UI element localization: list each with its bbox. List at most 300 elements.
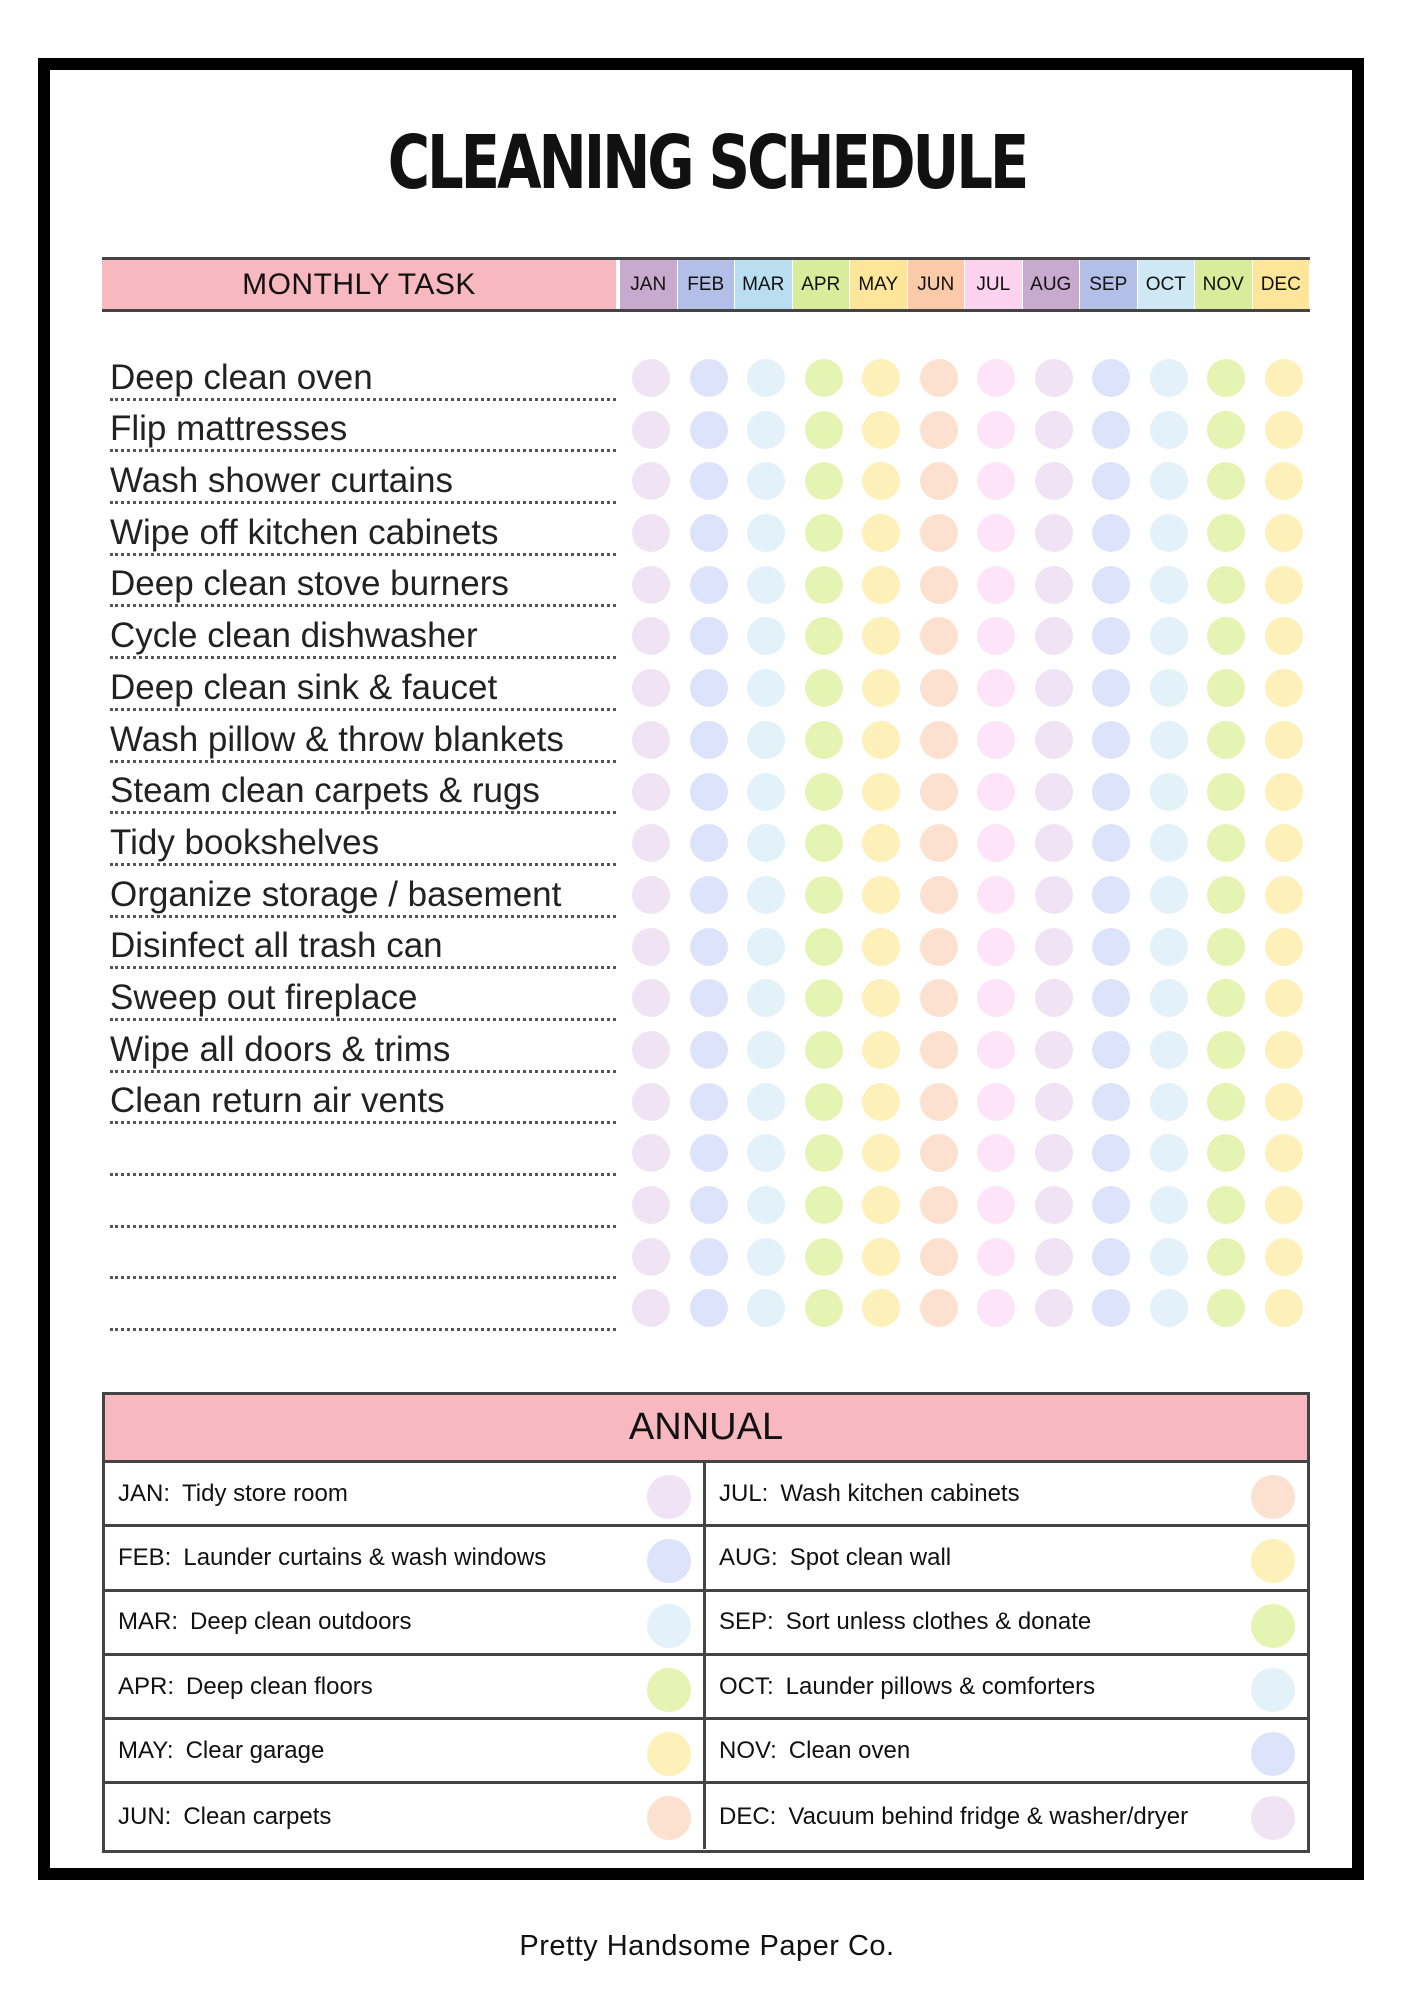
annual-month: MAR:	[118, 1608, 178, 1636]
check-dot-nov[interactable]	[1207, 411, 1245, 449]
check-dot-nov[interactable]	[1207, 876, 1245, 914]
check-dot-aug[interactable]	[1035, 462, 1073, 500]
check-dot-apr[interactable]	[805, 773, 843, 811]
check-dot-mar[interactable]	[747, 566, 785, 604]
month-header-may: MAY	[850, 260, 908, 309]
annual-check-dot[interactable]	[1251, 1732, 1295, 1776]
month-header-jun: JUN	[908, 260, 966, 309]
check-dot-feb[interactable]	[690, 411, 728, 449]
check-dot-oct[interactable]	[1150, 617, 1188, 655]
check-dot-oct[interactable]	[1150, 773, 1188, 811]
check-dot-oct[interactable]	[1150, 824, 1188, 862]
check-dot-may[interactable]	[862, 1031, 900, 1069]
page-title: CLEANING SCHEDULE	[387, 120, 1027, 206]
month-checkboxes	[632, 617, 1322, 655]
check-dot-may[interactable]	[862, 411, 900, 449]
task-label[interactable]: Cycle clean dishwasher	[110, 613, 616, 659]
month-checkboxes	[632, 1289, 1322, 1327]
month-checkboxes	[632, 773, 1322, 811]
check-dot-oct[interactable]	[1150, 411, 1188, 449]
check-dot-apr[interactable]	[805, 669, 843, 707]
check-dot-jun[interactable]	[920, 1289, 958, 1327]
check-dot-jan[interactable]	[632, 1186, 670, 1224]
check-dot-apr[interactable]	[805, 566, 843, 604]
check-dot-jul[interactable]	[977, 1186, 1015, 1224]
task-label[interactable]: Tidy bookshelves	[110, 820, 616, 866]
check-dot-feb[interactable]	[690, 928, 728, 966]
check-dot-aug[interactable]	[1035, 514, 1073, 552]
check-dot-aug[interactable]	[1035, 1186, 1073, 1224]
check-dot-jun[interactable]	[920, 411, 958, 449]
check-dot-dec[interactable]	[1265, 979, 1303, 1017]
check-dot-nov[interactable]	[1207, 824, 1245, 862]
check-dot-feb[interactable]	[690, 1134, 728, 1172]
check-dot-jul[interactable]	[977, 928, 1015, 966]
check-dot-nov[interactable]	[1207, 928, 1245, 966]
check-dot-mar[interactable]	[747, 773, 785, 811]
check-dot-apr[interactable]	[805, 876, 843, 914]
check-dot-apr[interactable]	[805, 617, 843, 655]
check-dot-jan[interactable]	[632, 773, 670, 811]
check-dot-may[interactable]	[862, 566, 900, 604]
check-dot-mar[interactable]	[747, 824, 785, 862]
check-dot-nov[interactable]	[1207, 1083, 1245, 1121]
check-dot-apr[interactable]	[805, 359, 843, 397]
check-dot-dec[interactable]	[1265, 1134, 1303, 1172]
task-row	[108, 1079, 1310, 1131]
check-dot-jun[interactable]	[920, 514, 958, 552]
brand-footer: Pretty Handsome Paper Co.	[519, 1930, 895, 1962]
check-dot-nov[interactable]	[1207, 617, 1245, 655]
check-dot-jun[interactable]	[920, 979, 958, 1017]
check-dot-jul[interactable]	[977, 669, 1015, 707]
check-dot-nov[interactable]	[1207, 1031, 1245, 1069]
check-dot-feb[interactable]	[690, 462, 728, 500]
check-dot-jul[interactable]	[977, 773, 1015, 811]
check-dot-feb[interactable]	[690, 1289, 728, 1327]
check-dot-apr[interactable]	[805, 1083, 843, 1121]
check-dot-oct[interactable]	[1150, 876, 1188, 914]
check-dot-jun[interactable]	[920, 566, 958, 604]
check-dot-apr[interactable]	[805, 1238, 843, 1276]
task-label[interactable]: Steam clean carpets & rugs	[110, 768, 616, 814]
check-dot-may[interactable]	[862, 1134, 900, 1172]
month-checkboxes	[632, 669, 1322, 707]
annual-check-dot[interactable]	[1251, 1539, 1295, 1583]
check-dot-aug[interactable]	[1035, 824, 1073, 862]
check-dot-may[interactable]	[862, 617, 900, 655]
task-row	[108, 1285, 1310, 1337]
check-dot-jan[interactable]	[632, 1289, 670, 1327]
check-dot-apr[interactable]	[805, 824, 843, 862]
check-dot-mar[interactable]	[747, 411, 785, 449]
check-dot-oct[interactable]	[1150, 928, 1188, 966]
check-dot-jul[interactable]	[977, 1083, 1015, 1121]
check-dot-oct[interactable]	[1150, 979, 1188, 1017]
check-dot-jan[interactable]	[632, 876, 670, 914]
task-label[interactable]	[110, 1130, 616, 1176]
check-dot-apr[interactable]	[805, 1134, 843, 1172]
task-row	[108, 458, 1310, 510]
annual-check-dot[interactable]	[1251, 1475, 1295, 1519]
check-dot-jan[interactable]	[632, 411, 670, 449]
check-dot-mar[interactable]	[747, 462, 785, 500]
check-dot-dec[interactable]	[1265, 721, 1303, 759]
check-dot-nov[interactable]	[1207, 669, 1245, 707]
check-dot-oct[interactable]	[1150, 1289, 1188, 1327]
task-label[interactable]	[110, 1285, 616, 1331]
check-dot-feb[interactable]	[690, 876, 728, 914]
check-dot-oct[interactable]	[1150, 566, 1188, 604]
check-dot-sep[interactable]	[1092, 928, 1130, 966]
check-dot-sep[interactable]	[1092, 617, 1130, 655]
check-dot-feb[interactable]	[690, 617, 728, 655]
month-header-nov: NOV	[1195, 260, 1253, 309]
check-dot-dec[interactable]	[1265, 566, 1303, 604]
check-dot-sep[interactable]	[1092, 979, 1130, 1017]
task-label[interactable]: Disinfect all trash can	[110, 923, 616, 969]
check-dot-may[interactable]	[862, 773, 900, 811]
check-dot-sep[interactable]	[1092, 1031, 1130, 1069]
check-dot-sep[interactable]	[1092, 514, 1130, 552]
check-dot-oct[interactable]	[1150, 1031, 1188, 1069]
check-dot-mar[interactable]	[747, 979, 785, 1017]
check-dot-sep[interactable]	[1092, 1238, 1130, 1276]
check-dot-nov[interactable]	[1207, 462, 1245, 500]
task-label[interactable]	[110, 1233, 616, 1279]
annual-task: Tidy store room	[182, 1479, 348, 1507]
check-dot-oct[interactable]	[1150, 514, 1188, 552]
check-dot-aug[interactable]	[1035, 1134, 1073, 1172]
check-dot-may[interactable]	[862, 876, 900, 914]
check-dot-dec[interactable]	[1265, 1083, 1303, 1121]
check-dot-jun[interactable]	[920, 824, 958, 862]
check-dot-may[interactable]	[862, 1186, 900, 1224]
task-label[interactable]: Wash shower curtains	[110, 458, 616, 504]
check-dot-jul[interactable]	[977, 876, 1015, 914]
task-label[interactable]: Clean return air vents	[110, 1078, 616, 1124]
check-dot-mar[interactable]	[747, 1031, 785, 1069]
check-dot-jul[interactable]	[977, 721, 1015, 759]
annual-check-dot[interactable]	[647, 1604, 691, 1648]
check-dot-aug[interactable]	[1035, 1083, 1073, 1121]
check-dot-jan[interactable]	[632, 359, 670, 397]
annual-check-dot[interactable]	[647, 1475, 691, 1519]
check-dot-oct[interactable]	[1150, 669, 1188, 707]
check-dot-oct[interactable]	[1150, 1238, 1188, 1276]
check-dot-mar[interactable]	[747, 876, 785, 914]
check-dot-sep[interactable]	[1092, 773, 1130, 811]
month-checkboxes	[632, 1031, 1322, 1069]
check-dot-may[interactable]	[862, 1289, 900, 1327]
check-dot-sep[interactable]	[1092, 1083, 1130, 1121]
check-dot-sep[interactable]	[1092, 824, 1130, 862]
check-dot-feb[interactable]	[690, 1186, 728, 1224]
check-dot-jun[interactable]	[920, 1186, 958, 1224]
check-dot-dec[interactable]	[1265, 411, 1303, 449]
check-dot-nov[interactable]	[1207, 566, 1245, 604]
check-dot-mar[interactable]	[747, 617, 785, 655]
month-header-apr: APR	[793, 260, 851, 309]
check-dot-feb[interactable]	[690, 669, 728, 707]
check-dot-dec[interactable]	[1265, 928, 1303, 966]
check-dot-aug[interactable]	[1035, 617, 1073, 655]
check-dot-jul[interactable]	[977, 1289, 1015, 1327]
check-dot-sep[interactable]	[1092, 411, 1130, 449]
task-label[interactable]: Deep clean oven	[110, 355, 616, 401]
check-dot-jan[interactable]	[632, 566, 670, 604]
check-dot-nov[interactable]	[1207, 1289, 1245, 1327]
annual-task: Clear garage	[185, 1736, 325, 1764]
check-dot-may[interactable]	[862, 514, 900, 552]
check-dot-jul[interactable]	[977, 1238, 1015, 1276]
check-dot-dec[interactable]	[1265, 1238, 1303, 1276]
check-dot-may[interactable]	[862, 928, 900, 966]
task-label[interactable]: Deep clean stove burners	[110, 561, 616, 607]
check-dot-nov[interactable]	[1207, 773, 1245, 811]
check-dot-may[interactable]	[862, 824, 900, 862]
check-dot-nov[interactable]	[1207, 1134, 1245, 1172]
check-dot-jun[interactable]	[920, 462, 958, 500]
check-dot-jun[interactable]	[920, 721, 958, 759]
check-dot-dec[interactable]	[1265, 1031, 1303, 1069]
check-dot-apr[interactable]	[805, 462, 843, 500]
check-dot-feb[interactable]	[690, 979, 728, 1017]
task-row	[108, 355, 1310, 407]
check-dot-jul[interactable]	[977, 359, 1015, 397]
check-dot-jun[interactable]	[920, 1031, 958, 1069]
check-dot-mar[interactable]	[747, 721, 785, 759]
annual-check-dot[interactable]	[647, 1668, 691, 1712]
task-label[interactable]: Organize storage / basement	[110, 872, 616, 918]
check-dot-jan[interactable]	[632, 617, 670, 655]
check-dot-jun[interactable]	[920, 1083, 958, 1121]
check-dot-dec[interactable]	[1265, 1186, 1303, 1224]
check-dot-aug[interactable]	[1035, 979, 1073, 1017]
check-dot-apr[interactable]	[805, 1289, 843, 1327]
month-checkboxes	[632, 1083, 1322, 1121]
check-dot-mar[interactable]	[747, 1134, 785, 1172]
annual-row	[105, 1463, 703, 1527]
check-dot-nov[interactable]	[1207, 359, 1245, 397]
check-dot-may[interactable]	[862, 462, 900, 500]
check-dot-apr[interactable]	[805, 979, 843, 1017]
check-dot-jun[interactable]	[920, 669, 958, 707]
task-label[interactable]	[110, 1182, 616, 1228]
check-dot-jul[interactable]	[977, 1031, 1015, 1069]
annual-check-dot[interactable]	[647, 1539, 691, 1583]
task-row	[108, 613, 1310, 665]
check-dot-jan[interactable]	[632, 1031, 670, 1069]
check-dot-aug[interactable]	[1035, 1238, 1073, 1276]
task-row	[108, 769, 1310, 821]
check-dot-aug[interactable]	[1035, 928, 1073, 966]
annual-table	[102, 1392, 1310, 1853]
check-dot-dec[interactable]	[1265, 773, 1303, 811]
check-dot-sep[interactable]	[1092, 721, 1130, 759]
check-dot-feb[interactable]	[690, 359, 728, 397]
monthly-header	[102, 257, 1310, 312]
check-dot-aug[interactable]	[1035, 876, 1073, 914]
annual-task: Clean oven	[788, 1736, 911, 1764]
annual-month: JUN:	[118, 1802, 172, 1830]
check-dot-feb[interactable]	[690, 1031, 728, 1069]
check-dot-apr[interactable]	[805, 928, 843, 966]
annual-task: Clean carpets	[183, 1802, 332, 1830]
check-dot-sep[interactable]	[1092, 1289, 1130, 1327]
check-dot-dec[interactable]	[1265, 876, 1303, 914]
annual-row	[105, 1592, 703, 1656]
check-dot-apr[interactable]	[805, 1186, 843, 1224]
task-label[interactable]: Flip mattresses	[110, 406, 616, 452]
check-dot-may[interactable]	[862, 1083, 900, 1121]
check-dot-dec[interactable]	[1265, 462, 1303, 500]
annual-check-dot[interactable]	[647, 1796, 691, 1840]
check-dot-mar[interactable]	[747, 1238, 785, 1276]
check-dot-may[interactable]	[862, 359, 900, 397]
task-label[interactable]: Deep clean sink & faucet	[110, 665, 616, 711]
check-dot-oct[interactable]	[1150, 1083, 1188, 1121]
check-dot-jul[interactable]	[977, 824, 1015, 862]
month-checkboxes	[632, 1186, 1322, 1224]
check-dot-jan[interactable]	[632, 928, 670, 966]
check-dot-jan[interactable]	[632, 514, 670, 552]
check-dot-sep[interactable]	[1092, 462, 1130, 500]
check-dot-jan[interactable]	[632, 1238, 670, 1276]
check-dot-jun[interactable]	[920, 876, 958, 914]
check-dot-jan[interactable]	[632, 721, 670, 759]
check-dot-aug[interactable]	[1035, 411, 1073, 449]
check-dot-nov[interactable]	[1207, 514, 1245, 552]
check-dot-jul[interactable]	[977, 411, 1015, 449]
check-dot-sep[interactable]	[1092, 566, 1130, 604]
check-dot-jun[interactable]	[920, 928, 958, 966]
check-dot-may[interactable]	[862, 979, 900, 1017]
check-dot-jan[interactable]	[632, 979, 670, 1017]
check-dot-jul[interactable]	[977, 1134, 1015, 1172]
check-dot-apr[interactable]	[805, 1031, 843, 1069]
check-dot-jun[interactable]	[920, 1134, 958, 1172]
check-dot-oct[interactable]	[1150, 462, 1188, 500]
annual-check-dot[interactable]	[1251, 1796, 1295, 1840]
check-dot-jul[interactable]	[977, 566, 1015, 604]
check-dot-mar[interactable]	[747, 669, 785, 707]
month-checkboxes	[632, 876, 1322, 914]
check-dot-aug[interactable]	[1035, 566, 1073, 604]
check-dot-jan[interactable]	[632, 1083, 670, 1121]
check-dot-nov[interactable]	[1207, 1238, 1245, 1276]
check-dot-jul[interactable]	[977, 617, 1015, 655]
task-label[interactable]: Wipe all doors & trims	[110, 1027, 616, 1073]
check-dot-feb[interactable]	[690, 1083, 728, 1121]
annual-check-dot[interactable]	[1251, 1604, 1295, 1648]
check-dot-apr[interactable]	[805, 411, 843, 449]
check-dot-aug[interactable]	[1035, 721, 1073, 759]
check-dot-nov[interactable]	[1207, 979, 1245, 1017]
check-dot-jun[interactable]	[920, 773, 958, 811]
check-dot-dec[interactable]	[1265, 514, 1303, 552]
check-dot-mar[interactable]	[747, 359, 785, 397]
check-dot-mar[interactable]	[747, 928, 785, 966]
annual-month: NOV:	[719, 1736, 777, 1764]
check-dot-may[interactable]	[862, 721, 900, 759]
check-dot-jan[interactable]	[632, 824, 670, 862]
check-dot-jan[interactable]	[632, 462, 670, 500]
annual-task: Wash kitchen cabinets	[780, 1479, 1020, 1507]
check-dot-feb[interactable]	[690, 721, 728, 759]
check-dot-jan[interactable]	[632, 669, 670, 707]
month-header-sep: SEP	[1080, 260, 1138, 309]
task-label[interactable]: Wash pillow & throw blankets	[110, 717, 616, 763]
check-dot-mar[interactable]	[747, 514, 785, 552]
check-dot-may[interactable]	[862, 1238, 900, 1276]
check-dot-jun[interactable]	[920, 359, 958, 397]
month-checkboxes	[632, 1238, 1322, 1276]
check-dot-dec[interactable]	[1265, 359, 1303, 397]
annual-header: ANNUAL	[105, 1395, 1307, 1463]
check-dot-dec[interactable]	[1265, 617, 1303, 655]
check-dot-aug[interactable]	[1035, 669, 1073, 707]
check-dot-feb[interactable]	[690, 566, 728, 604]
check-dot-sep[interactable]	[1092, 876, 1130, 914]
check-dot-oct[interactable]	[1150, 721, 1188, 759]
annual-task: Deep clean floors	[186, 1672, 373, 1700]
check-dot-apr[interactable]	[805, 514, 843, 552]
check-dot-feb[interactable]	[690, 514, 728, 552]
check-dot-jul[interactable]	[977, 979, 1015, 1017]
check-dot-jan[interactable]	[632, 1134, 670, 1172]
check-dot-apr[interactable]	[805, 721, 843, 759]
task-label[interactable]: Wipe off kitchen cabinets	[110, 510, 616, 556]
check-dot-nov[interactable]	[1207, 1186, 1245, 1224]
check-dot-dec[interactable]	[1265, 824, 1303, 862]
check-dot-feb[interactable]	[690, 1238, 728, 1276]
check-dot-may[interactable]	[862, 669, 900, 707]
check-dot-oct[interactable]	[1150, 1134, 1188, 1172]
check-dot-sep[interactable]	[1092, 359, 1130, 397]
annual-row	[706, 1463, 1307, 1527]
task-label[interactable]: Sweep out fireplace	[110, 975, 616, 1021]
annual-check-dot[interactable]	[1251, 1668, 1295, 1712]
check-dot-sep[interactable]	[1092, 1186, 1130, 1224]
check-dot-mar[interactable]	[747, 1289, 785, 1327]
check-dot-sep[interactable]	[1092, 669, 1130, 707]
check-dot-aug[interactable]	[1035, 1031, 1073, 1069]
check-dot-aug[interactable]	[1035, 359, 1073, 397]
month-checkboxes	[632, 411, 1322, 449]
check-dot-nov[interactable]	[1207, 721, 1245, 759]
check-dot-dec[interactable]	[1265, 1289, 1303, 1327]
check-dot-feb[interactable]	[690, 824, 728, 862]
check-dot-sep[interactable]	[1092, 1134, 1130, 1172]
check-dot-dec[interactable]	[1265, 669, 1303, 707]
annual-check-dot[interactable]	[647, 1732, 691, 1776]
check-dot-jul[interactable]	[977, 514, 1015, 552]
check-dot-aug[interactable]	[1035, 773, 1073, 811]
check-dot-oct[interactable]	[1150, 359, 1188, 397]
month-checkboxes	[632, 514, 1322, 552]
annual-month: APR:	[118, 1672, 175, 1700]
check-dot-jun[interactable]	[920, 617, 958, 655]
check-dot-oct[interactable]	[1150, 1186, 1188, 1224]
check-dot-mar[interactable]	[747, 1186, 785, 1224]
check-dot-aug[interactable]	[1035, 1289, 1073, 1327]
check-dot-mar[interactable]	[747, 1083, 785, 1121]
check-dot-feb[interactable]	[690, 773, 728, 811]
month-checkboxes	[632, 721, 1322, 759]
check-dot-jun[interactable]	[920, 1238, 958, 1276]
check-dot-jul[interactable]	[977, 462, 1015, 500]
